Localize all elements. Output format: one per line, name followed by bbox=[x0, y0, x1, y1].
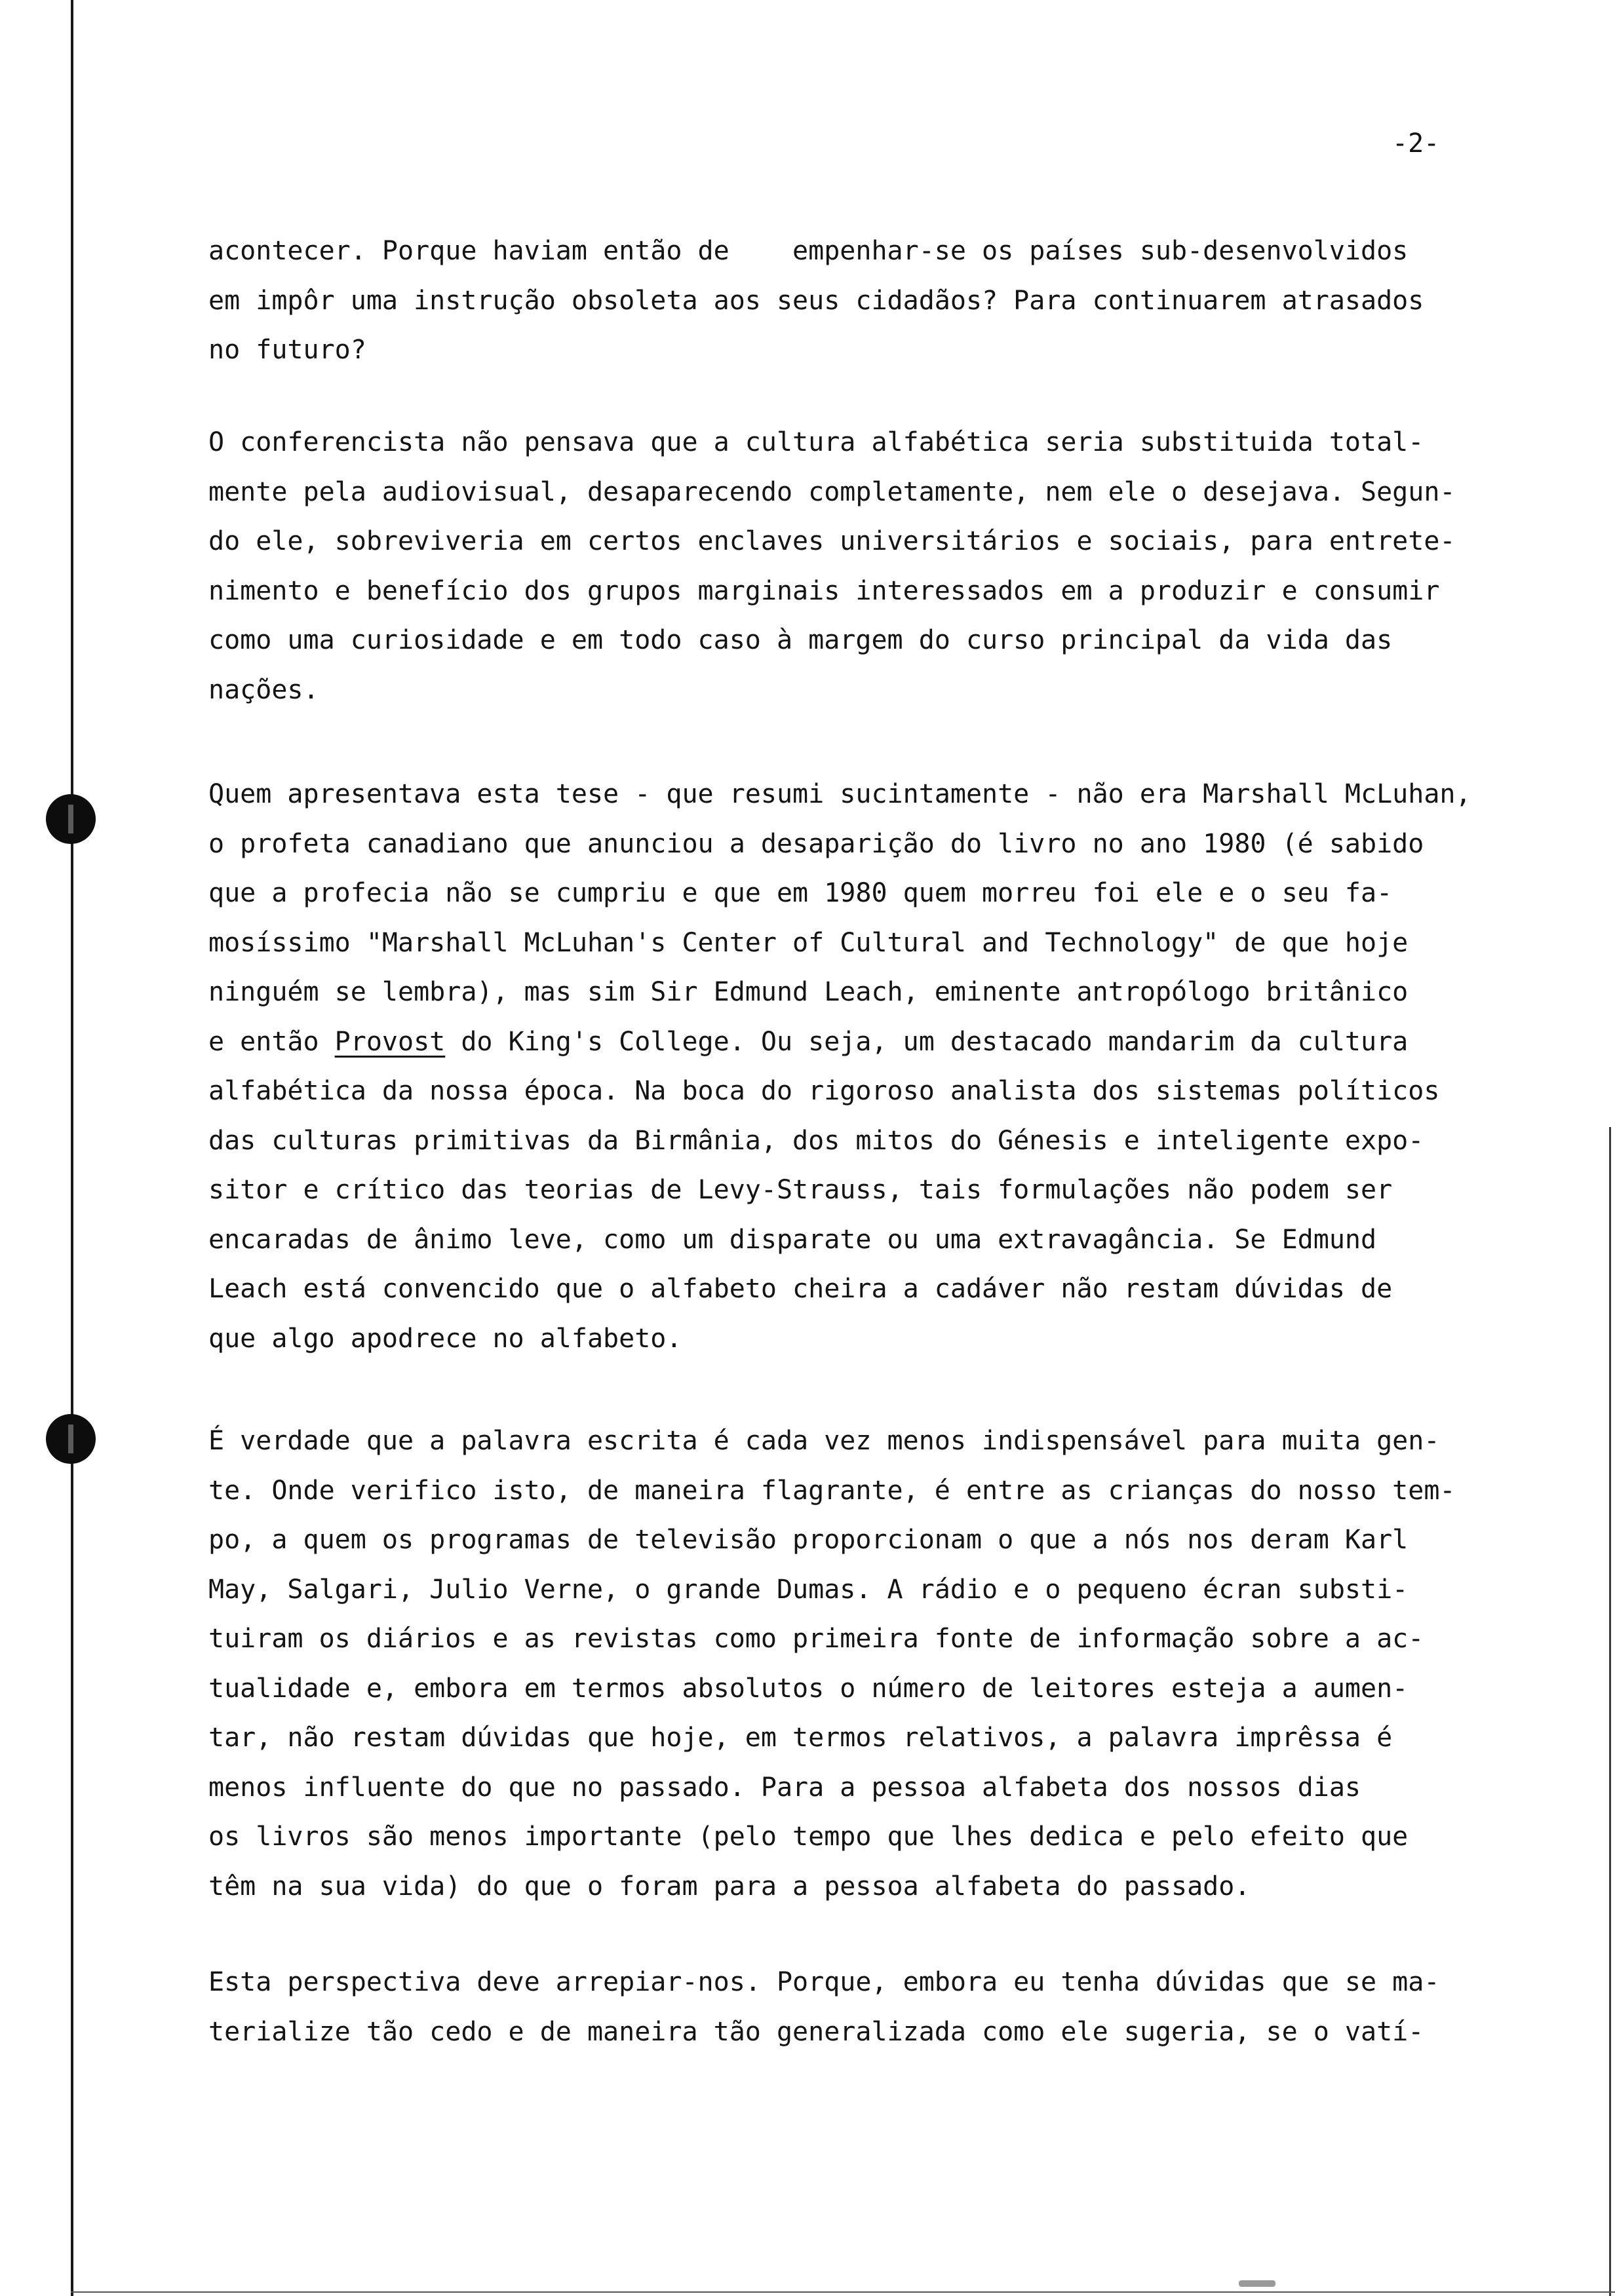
text-line: têm na sua vida) do que o foram para a pessoa alfabeta do passado. bbox=[208, 1871, 1251, 1902]
text-line: tar, não restam dúvidas que hoje, em termos relativos, a palavra imprêssa é bbox=[208, 1723, 1393, 1753]
text-line: Esta perspectiva deve arrepiar-nos. Porque, embora eu tenha dúvidas que se ma- bbox=[208, 1967, 1440, 1997]
text-line: em impôr uma instrução obsoleta aos seus cidadãos? Para continuarem atrasados bbox=[208, 285, 1424, 316]
text-line: May, Salgari, Julio Verne, o grande Dumas. A rádio e o pequeno écran substi- bbox=[208, 1574, 1409, 1605]
text-line: ninguém se lembra), mas sim Sir Edmund Leach, eminente antropólogo britânico bbox=[208, 977, 1409, 1007]
text-line: te. Onde verifico isto, de maneira flagrante, é entre as crianças do nosso tem- bbox=[208, 1475, 1456, 1506]
text-line: sitor e crítico das teorias de Levy-Strauss, tais formulações não podem ser bbox=[208, 1175, 1393, 1205]
text-line: Leach está convencido que o alfabeto cheira a cadáver não restam dúvidas de bbox=[208, 1274, 1393, 1304]
paragraph-2 bbox=[208, 418, 1585, 715]
text-line: nimento e benefício dos grupos marginais interessados em a produzir e consumir bbox=[208, 575, 1440, 606]
text-line: que a profecia não se cumpriu e que em 1980 quem morreu foi ele e o seu fa- bbox=[208, 878, 1393, 908]
text-line: tuiram os diários e as revistas como primeira fonte de informação sobre a ac- bbox=[208, 1624, 1424, 1654]
text-line: como uma curiosidade e em todo caso à margem do curso principal da vida das bbox=[208, 625, 1393, 655]
paragraph-4 bbox=[208, 1417, 1585, 1911]
text-line: os livros são menos importante (pelo tempo que lhes dedica e pelo efeito que bbox=[208, 1822, 1409, 1852]
paragraph-5 bbox=[208, 1958, 1585, 2057]
underlined-word: Provost bbox=[334, 1026, 446, 1057]
text-line: o profeta canadiano que anunciou a desaparição do livro no ano 1980 (é sabido bbox=[208, 828, 1424, 859]
page-number: -2- bbox=[1392, 128, 1440, 159]
line-segment: do King's College. Ou seja, um destacado mandarim da cultura bbox=[445, 1026, 1409, 1057]
text-line: po, a quem os programas de televisão proporcionam o que a nós nos deram Karl bbox=[208, 1525, 1409, 1555]
text-line: do ele, sobreviveria em certos enclaves universitários e sociais, para entrete- bbox=[208, 526, 1456, 556]
text-line-with-underline bbox=[208, 1018, 1585, 1067]
text-line: mente pela audiovisual, desaparecendo completamente, nem ele o desejava. Segun- bbox=[208, 476, 1456, 507]
text-line: mosíssimo "Marshall McLuhan's Center of Cultural and Technology" de que hoje bbox=[208, 927, 1409, 958]
text-line: no futuro? bbox=[208, 335, 366, 365]
text-line: O conferencista não pensava que a cultura alfabética seria substituida total- bbox=[208, 427, 1424, 457]
text-line: encaradas de ânimo leve, como um disparate ou uma extravagância. Se Edmund bbox=[208, 1224, 1377, 1255]
text-line: alfabética da nossa época. Na boca do rigoroso analista dos sistemas políticos bbox=[208, 1076, 1440, 1106]
text-line: terialize tão cedo e de maneira tão generalizada como ele sugeria, se o vatí- bbox=[208, 2016, 1424, 2047]
punch-hole-icon bbox=[46, 794, 96, 844]
ink-smudge bbox=[1239, 2280, 1275, 2287]
text-line: que algo apodrece no alfabeto. bbox=[208, 1323, 682, 1354]
text-line: nações. bbox=[208, 674, 319, 705]
text-line: das culturas primitivas da Birmânia, dos mitos do Génesis e inteligente expo- bbox=[208, 1125, 1424, 1156]
text-line: menos influente do que no passado. Para a pessoa alfabeta dos nossos dias bbox=[208, 1772, 1361, 1803]
paragraph-3 bbox=[208, 770, 1585, 1364]
line-segment: e então bbox=[208, 1026, 335, 1057]
text-line: acontecer. Porque haviam então de empenhar-se os países sub-desenvolvidos bbox=[208, 236, 1409, 266]
text-line: Quem apresentava esta tese - que resumi sucintamente - não era Marshall McLuhan, bbox=[208, 779, 1471, 809]
text-line: tualidade e, embora em termos absolutos o número de leitores esteja a aumen- bbox=[208, 1673, 1409, 1704]
text-line: É verdade que a palavra escrita é cada vez menos indispensável para muita gen- bbox=[208, 1426, 1440, 1456]
paragraph-1 bbox=[208, 227, 1585, 375]
right-edge-rule bbox=[1609, 1127, 1611, 2296]
bottom-edge-rule bbox=[71, 2291, 1615, 2293]
punch-hole-icon bbox=[46, 1414, 96, 1464]
left-margin-rule bbox=[71, 0, 73, 2296]
